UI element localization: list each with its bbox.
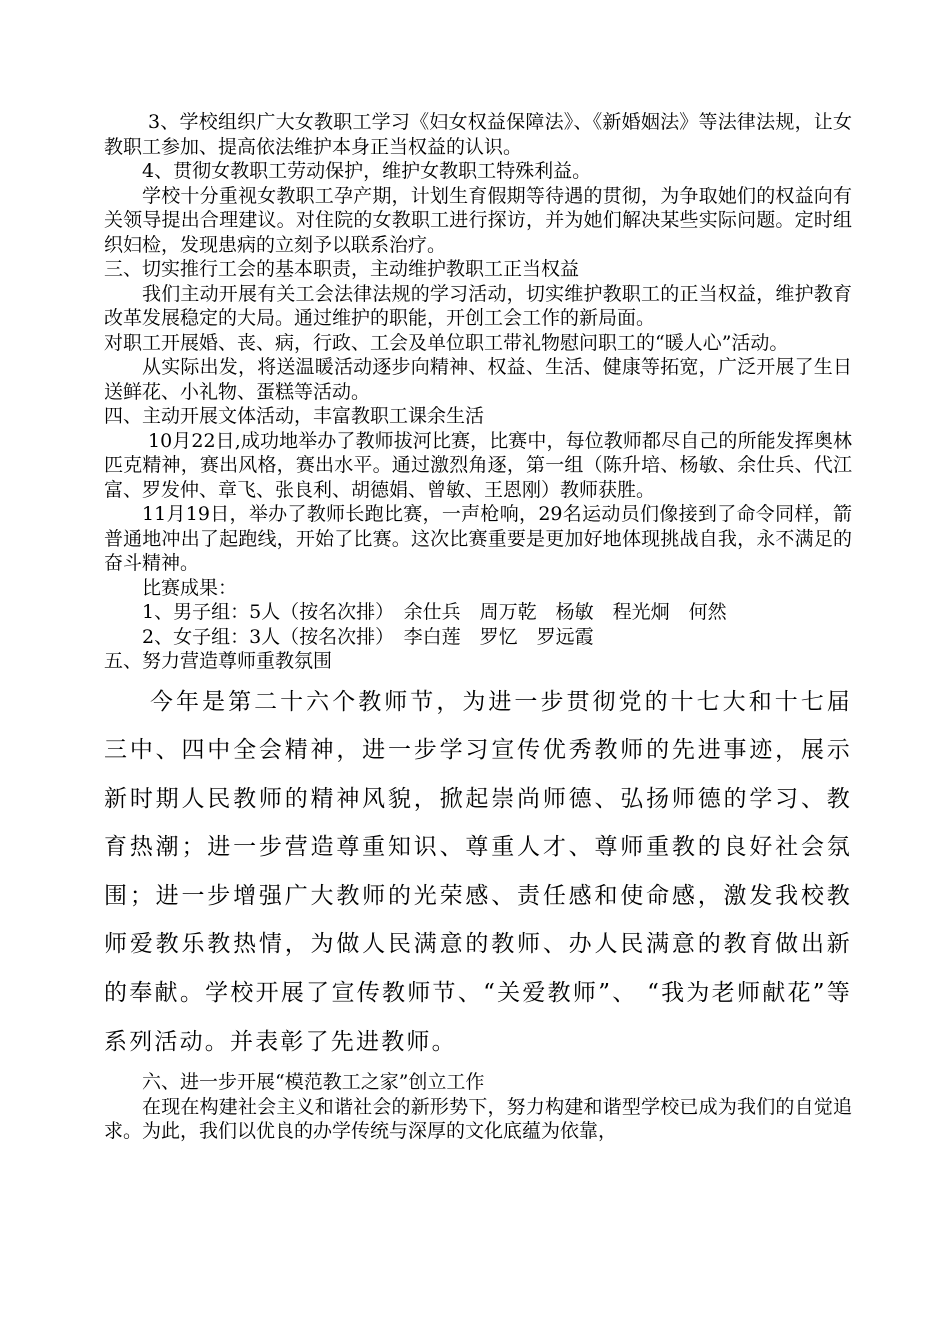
document-page [104,110,852,1144]
results-women: 2、女子组：3人（按名次排） 李白莲 罗忆 罗远霞 [142,625,594,648]
paragraph-women-care: 学校十分重视女教职工孕产期，计划生育假期等待遇的贯彻，为争取她们的权益向有关领导提出合理建议。对住院的女教职工进行探访，并为她们解决某些实际问题。定时组织妇检，发现患病的立刻予以联系治疗。 [104,184,852,256]
paragraph-teachers-day: 今年是第二十六个教师节，为进一步贯彻党的十七大和十七届三中、四中全会精神，进一步学习宣传优秀教师的先进事迹，展示新时期人民教师的精神风貌，掀起崇尚师德、弘扬师德的学习、教育热潮；进一步营造尊重知识、尊重人才、尊师重教的良好社会氛围；进一步增强广大教师的光荣感、责任感和使命感，激发我校教师爱教乐教热情，为做人民满意的教师、办人民满意的教育做出新的奉献。学校开展了宣传教师节、“关爱教师”、 “我为老师献花”等系列活动。并表彰了先进教师。 [104,688,852,1055]
results-men: 1、男子组：5人（按名次排） 余仕兵 周万乾 杨敏 程光炯 何然 [142,601,727,623]
paragraph-union-law: 我们主动开展有关工会法律法规的学习活动，切实维护教职工的正当权益，维护教育改革发展稳定的大局。通过维护的职能，开创工会工作的新局面。 [104,282,852,329]
paragraph-long-run: 11月19日，举办了教师长跑比赛，一声枪响，29名运动员们像接到了命令同样，箭普通地冲出了起跑线，开始了比赛。这次比赛重要是更加好地体现挑战自我，永不满足的奋斗精神。 [104,503,852,574]
paragraph-harmonious-school: 在现在构建社会主义和谐社会的新形势下，努力构建和谐型学校已成为我们的自觉追求。为此，我们以优良的办学传统与深厚的文化底蕴为依靠， [104,1095,852,1143]
results-label: 比赛成果： [142,576,238,599]
paragraph-item-3: 3、学校组织广大女教职工学习《妇女权益保障法》、《新婚姻法》等法律法规，让女教职工参加、提高依法维护本身正当权益的认识。 [104,111,852,158]
paragraph-tug-of-war: 10月22日,成功地举办了教师拔河比赛，比赛中，每位教师都尽自己的所能发挥奥林匹克精神，赛出风格，赛出水平。通过激烈角逐，第一组（陈升培、杨敏、余仕兵、代江富、罗发仲、章飞、张良利、胡德娟、曾敏、王恩刚）教师获胜。 [104,429,852,501]
section-heading-5: 五、努力营造尊师重教氛围 [104,650,333,672]
paragraph-item-4: 4、贯彻女教职工劳动保护，维护女教职工特殊利益。 [142,160,592,182]
section-heading-4: 四、主动开展文体活动，丰富教职工课余生活 [104,405,485,427]
paragraph-warm-heart: 对职工开展婚、丧、病，行政、工会及单位职工带礼物慰问职工的“暖人心”活动。 [104,331,789,354]
section-heading-6: 六、进一步开展“模范教工之家”创立工作 [142,1071,485,1094]
paragraph-warmth-activities: 从实际出发，将送温暖活动逐步向精神、权益、生活、健康等拓宽，广泛开展了生日送鲜花、小礼物、蛋糕等活动。 [104,356,852,403]
section-heading-3: 三、切实推行工会的基本职责，主动维护教职工正当权益 [104,258,580,280]
